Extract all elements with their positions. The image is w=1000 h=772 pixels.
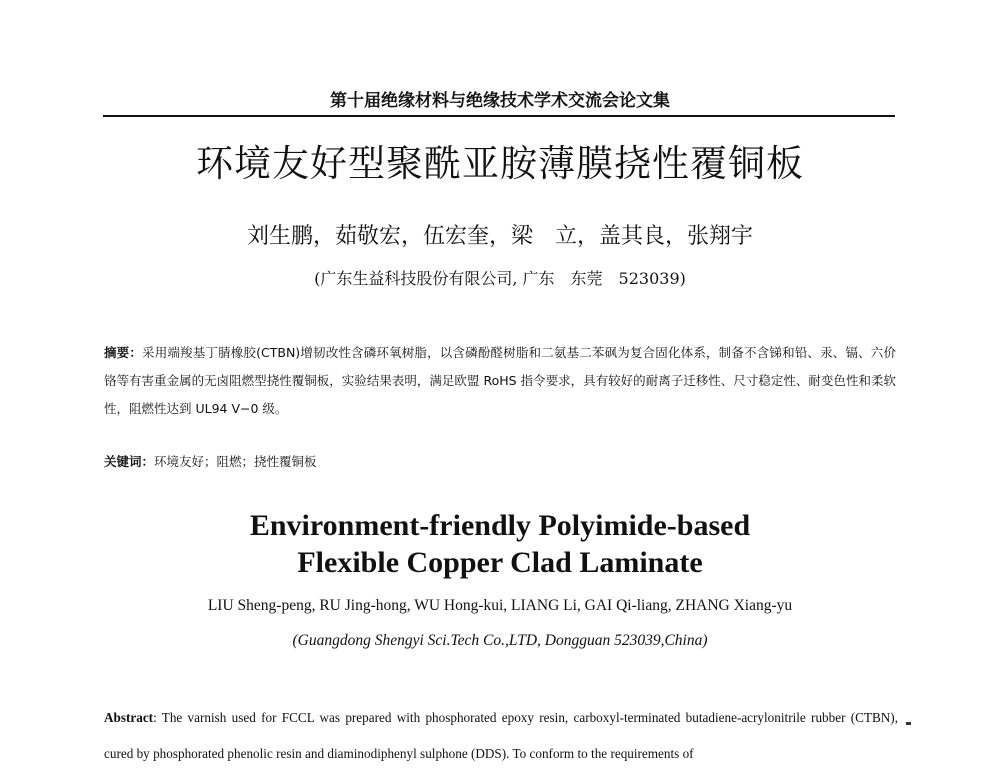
- english-abstract-label: Abstract: [104, 710, 154, 725]
- chinese-title: 环境友好型聚酰亚胺薄膜挠性覆铜板: [196, 142, 804, 185]
- chinese-keywords: [104, 451, 896, 473]
- chinese-abstract: [104, 339, 896, 423]
- english-affiliation: (Guangdong Shengyi Sci.Tech Co.,LTD, Dongguan 523039,China): [292, 632, 708, 649]
- english-authors: LIU Sheng-peng, RU Jing-hong, WU Hong-kui, LIANG Li, GAI Qi-liang, ZHANG Xiang-yu: [207, 597, 793, 614]
- english-title: [0, 507, 1000, 581]
- english-abstract-text: : The varnish used for FCCL was prepared with phosphorated epoxy resin, carboxyl-terminated butadiene-acrylonitrile rubber (CTBN), cured by phosphorated phenolic resin and diaminodiphenyl sulphone (DDS). To conform to the requirements of: [104, 710, 898, 761]
- chinese-abstract-text: 采用端羧基丁腈橡胶(CTBN)增韧改性含磷环氧树脂，以含磷酚醛树脂和二氨基二苯砜为复合固化体系，制备不含锑和铅、汞、镉、六价铬等有害重金属的无卤阻燃型挠性覆铜板，实验结果表明，满足欧盟 RoHS 指令要求，具有较好的耐离子迁移性、尺寸稳定性、耐变色性和柔软性，阻燃性达到 UL94 V−0 级。: [104, 345, 896, 416]
- chinese-authors: 刘生鹏，茹敬宏，伍宏奎，梁 立，盖其良，张翔宇: [246, 224, 753, 249]
- english-title-line-1: Environment-friendly Polyimide-based: [249, 509, 751, 542]
- scan-artifact: [906, 722, 911, 725]
- running-header: 第十届绝缘材料与绝缘技术学术交流会论文集: [330, 91, 670, 111]
- chinese-affiliation: (广东生益科技股份有限公司, 广东 东莞 523039): [314, 269, 686, 288]
- english-abstract: [104, 700, 898, 772]
- chinese-keywords-label: 关键词：: [104, 454, 155, 469]
- header-rule: [103, 115, 895, 117]
- chinese-keywords-text: 环境友好；阻燃；挠性覆铜板: [154, 454, 317, 469]
- chinese-abstract-label: 摘要：: [104, 345, 143, 360]
- english-title-line-2: Flexible Copper Clad Laminate: [297, 546, 703, 579]
